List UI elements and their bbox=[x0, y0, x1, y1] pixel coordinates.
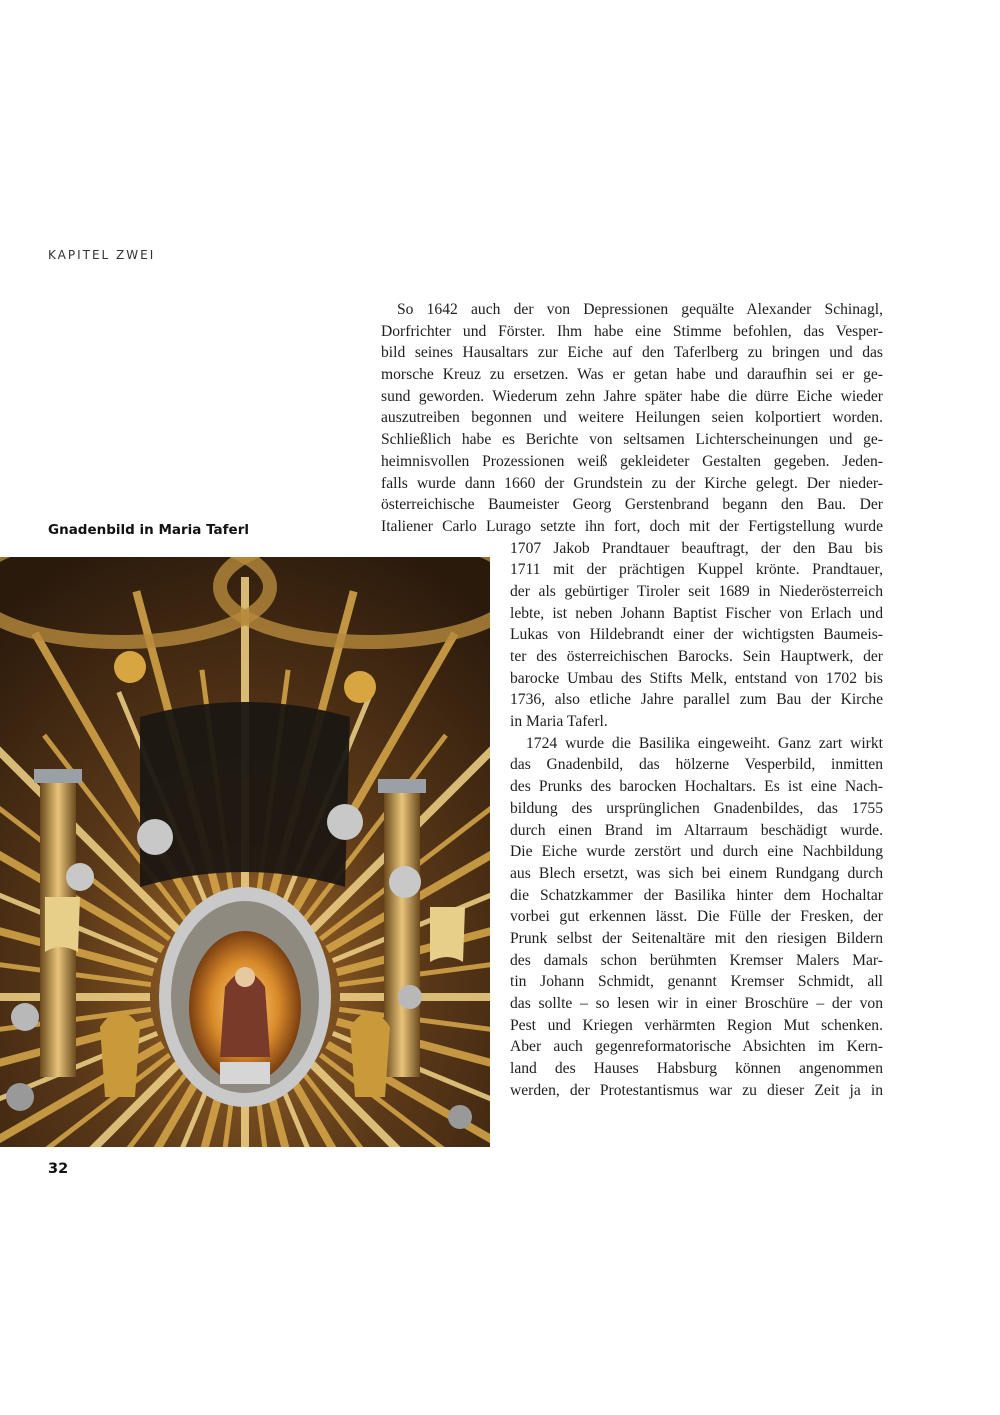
page-number: 32 bbox=[48, 1161, 69, 1177]
text-line: morsche Kreuz zu ersetzen. Was er getan habe und daraufhin sei er ge- bbox=[381, 366, 883, 384]
text-line: aus Blech ersetzt, was sich bei einem Rundgang durch bbox=[510, 864, 883, 882]
text-line: auszutreiben begonnen und weitere Heilungen seien kolportiert worden. bbox=[381, 409, 883, 427]
text-line: Aber auch gegenreformatorische Absichten im Kern- bbox=[510, 1038, 883, 1056]
text-line: sund geworden. Wiederum zehn Jahre später habe die dürre Eiche wieder bbox=[381, 387, 883, 405]
text-line: barocke Umbau des Stifts Melk, entstand von 1702 bis bbox=[510, 669, 883, 687]
text-line: So 1642 auch der von Depressionen gequälte Alexander Schinagl, bbox=[397, 301, 883, 318]
text-line: tin Johann Schmidt, genannt Kremser Schmidt, all bbox=[510, 973, 883, 991]
text-line: heimnisvollen Prozessionen weiß gekleideter Gestalten gegeben. Jeden- bbox=[381, 452, 883, 470]
text-line: Pest und Kriegen verhärmten Region Mut schenken. bbox=[510, 1016, 883, 1034]
text-line: das Gnadenbild, das hölzerne Vesperbild, inmitten bbox=[510, 756, 883, 774]
text-line: Italiener Carlo Lurago setzte ihn fort, doch mit der Fertigstellung wurde bbox=[381, 517, 883, 535]
text-line: durch einen Brand im Altarraum beschädigt wurde. bbox=[510, 821, 883, 839]
text-line: vorbei gut erkennen lässt. Die Fülle der Fresken, der bbox=[510, 908, 883, 926]
text-line: in Maria Taferl. bbox=[510, 713, 608, 731]
text-line: land des Hauses Habsburg können angenommen bbox=[510, 1060, 883, 1078]
text-line: lebte, ist neben Johann Baptist Fischer von Erlach und bbox=[510, 604, 883, 622]
image-caption: Gnadenbild in Maria Taferl bbox=[48, 522, 249, 538]
text-line: falls wurde dann 1660 der Grundstein zu der Kirche gelegt. Der nieder- bbox=[381, 474, 883, 492]
text-line: Dorfrichter und Förster. Ihm habe eine Stimme befohlen, das Vesper- bbox=[381, 322, 883, 340]
text-line: 1736, also etliche Jahre parallel zum Bau der Kirche bbox=[510, 691, 883, 709]
text-line: der als gebürtiger Tiroler seit 1689 in Niederösterreich bbox=[510, 582, 883, 600]
text-line: 1707 Jakob Prandtauer beauftragt, der den Bau bis bbox=[510, 539, 883, 557]
text-line: Lukas von Hildebrandt einer der wichtigsten Baumeis- bbox=[510, 626, 883, 644]
text-line: österreichische Baumeister Georg Gerstenbrand begann den Bau. Der bbox=[381, 496, 883, 514]
text-line: die Schatzkammer der Basilika hinter dem Hochaltar bbox=[510, 886, 883, 904]
text-line: Die Eiche wurde zerstört und durch eine Nachbildung bbox=[510, 843, 883, 861]
text-line: werden, der Protestantismus war zu dieser Zeit ja in bbox=[510, 1081, 883, 1099]
text-line: 1724 wurde die Basilika eingeweiht. Ganz zart wirkt bbox=[526, 734, 883, 752]
text-line: 1711 mit der prächtigen Kuppel krönte. Prandtauer, bbox=[510, 561, 883, 579]
text-line: des Prunks des barocken Hochaltars. Es ist eine Nach- bbox=[510, 778, 883, 796]
text-line: Prunk selbst der Seitenaltäre mit den riesigen Bildern bbox=[510, 929, 883, 947]
text-line: bild seines Hausaltars zur Eiche auf den Taferlberg zu bringen und das bbox=[381, 344, 883, 362]
text-line: das sollte – so lesen wir in einer Broschüre – der von bbox=[510, 995, 883, 1012]
text-line: bildung des ursprünglichen Gnadenbildes, das 1755 bbox=[510, 799, 883, 817]
text-line: des damals schon berühmten Kremser Malers Mar- bbox=[510, 951, 883, 969]
text-line: ter des österreichischen Barocks. Sein Hauptwerk, der bbox=[510, 648, 883, 665]
running-head: KAPITEL ZWEI bbox=[48, 248, 156, 262]
body-text bbox=[381, 299, 883, 1101]
text-line: Schließlich habe es Berichte von seltsamen Lichterscheinungen und ge- bbox=[381, 431, 883, 449]
